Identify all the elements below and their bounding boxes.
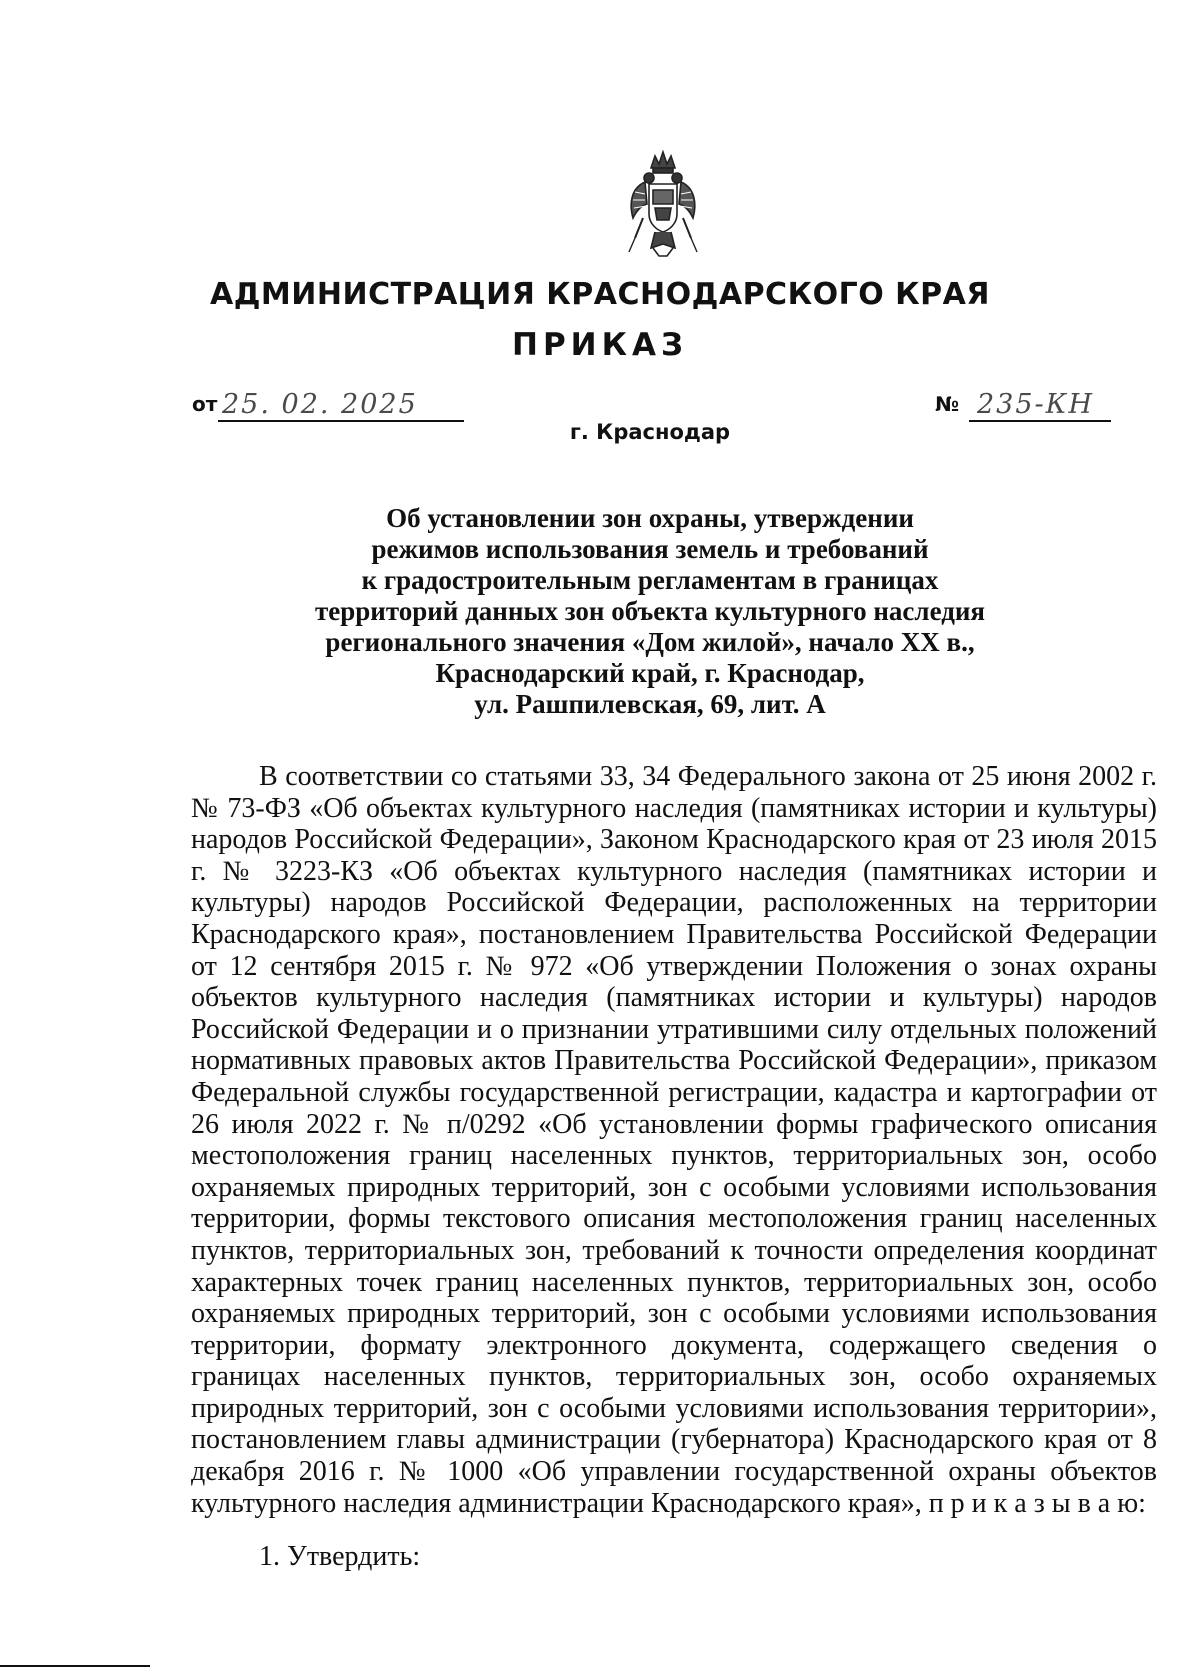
date-value: 25. 02. 2025 <box>218 390 464 422</box>
title-line: к градостроительным регламентам в границах <box>361 565 939 595</box>
title-line: ул. Рашпилевская, 69, лит. А <box>474 689 826 719</box>
title-line: Об установлении зон охраны, утверждении <box>386 503 914 533</box>
number-line <box>935 388 1115 422</box>
footer-rule <box>0 1665 150 1667</box>
body-paragraph: В соответствии со статьями 33, 34 Федерального закона от 25 июня 2002 г. № 73-ФЗ «Об объектах культурного наследия (памятниках истории и культуры) народов Российской Федерации», Законом Краснодарского края от 23 июля 2015 г. № 3223-КЗ «Об объектах культурного наследия (памятниках истории и культуры) народов Российской Федерации, расположенных на территории Краснодарского края», постановлением Правительства Российской Федерации от 12 сентября 2015 г. № 972 «Об утверждении Положения о зонах охраны объектов культурного наследия (памятниках истории и культуры) народов Российской Федерации и о признании утратившими силу отдельных положений нормативных правовых актов Правительства Российской Федерации», приказом Федеральной службы государственной регистрации, кадастра и картографии от 26 июля 2022 г. № п/0292 «Об установлении формы графического описания местоположения границ населенных пунктов, территориальных зон, особо охраняемых природных территорий, зон с особыми условиями использования территории, формы текстового описания местоположения границ населенных пунктов, территориальных зон, требований к точности определения координат характерных точек границ населенных пунктов, территориальных зон, особо охраняемых природных территорий, зон с особыми условиями использования территории, формату электронного документа, содержащего сведения о границах населенных пунктов, территориальных зон, особо охраняемых природных территорий, зон с особыми условиями использования территории», постановлением главы администрации (губернатора) Краснодарского края от 8 декабря 2016 г. № 1000 «Об управлении государственной охраны объектов культурного наследия администрации Краснодарского края», п р и к а з ы в а ю: <box>191 761 1157 1519</box>
title-line: режимов использования земель и требований <box>371 534 929 564</box>
number-prefix: № <box>935 392 960 416</box>
title-line: Краснодарский край, г. Краснодар, <box>435 658 865 688</box>
document-title <box>250 503 1050 720</box>
document-type: ПРИКАЗ <box>512 327 688 363</box>
city: г. Краснодар <box>569 420 731 444</box>
order-item-1: 1. Утвердить: <box>259 1541 421 1572</box>
date-line <box>192 388 472 422</box>
coat-of-arms-emblem-icon <box>625 148 701 260</box>
date-prefix: от <box>192 392 218 416</box>
organization-name: АДМИНИСТРАЦИЯ КРАСНОДАРСКОГО КРАЯ <box>210 277 990 312</box>
number-value: 235-КН <box>969 390 1111 422</box>
title-line: территорий данных зон объекта культурного наследия <box>314 596 986 626</box>
title-line: регионального значения «Дом жилой», начало XX в., <box>325 627 975 657</box>
